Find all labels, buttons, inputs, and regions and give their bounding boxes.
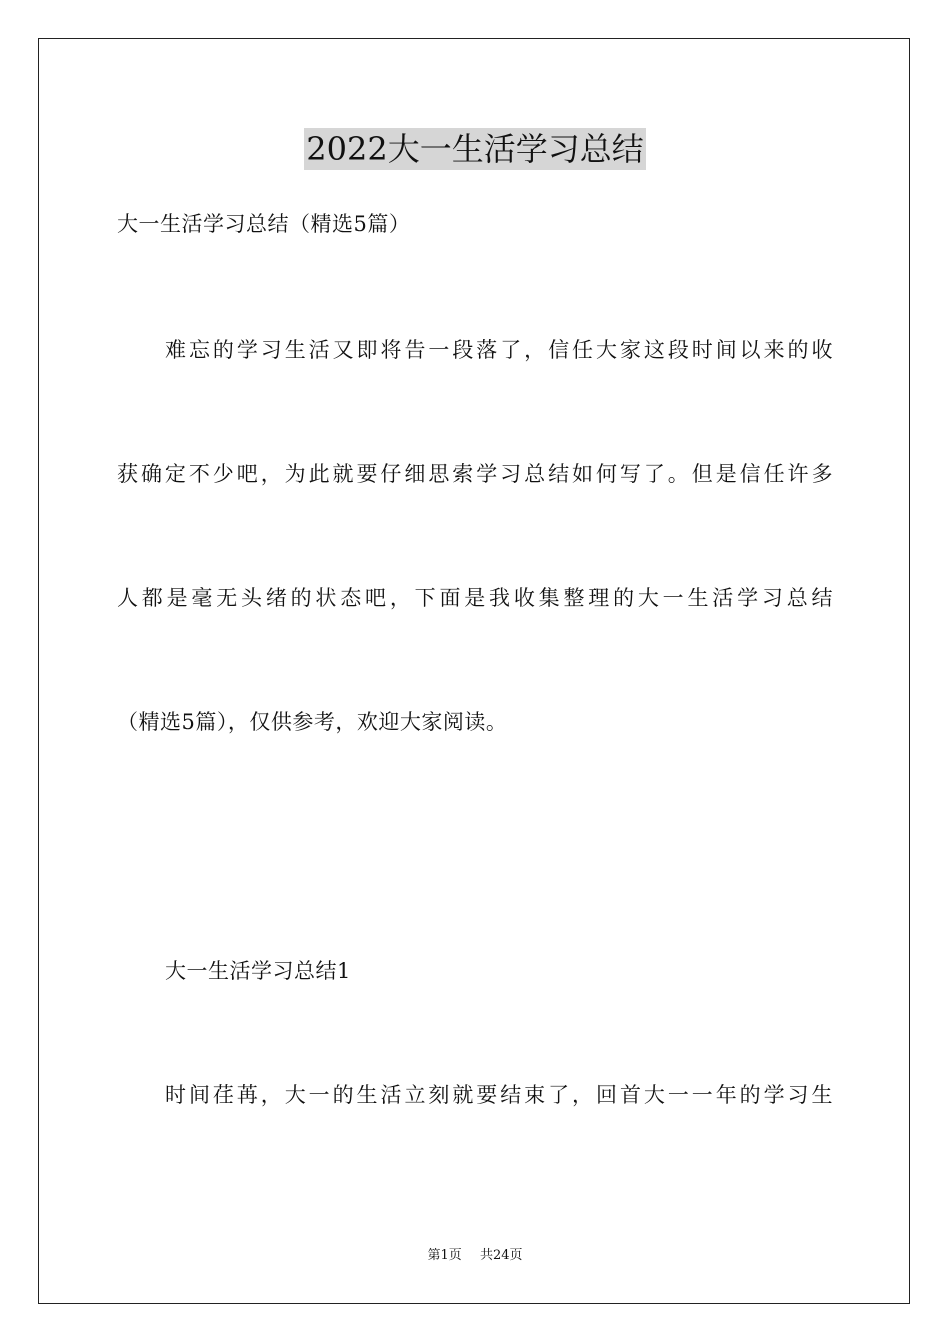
section-heading: 大一生活学习总结1 — [165, 959, 351, 983]
intro-line-4: （精选5篇），仅供参考，欢迎大家阅读。 — [117, 710, 508, 734]
intro-line-3: 人都是毫无头绪的状态吧，下面是我收集整理的大一生活学习总结 — [117, 586, 833, 610]
intro-line-2: 获确定不少吧，为此就要仔细思索学习总结如何写了。但是信任许多 — [117, 462, 833, 486]
page-number: 第1页 — [427, 1248, 462, 1263]
document-subtitle: 大一生活学习总结（精选5篇） — [117, 212, 411, 236]
document-title: 2022大一生活学习总结 — [306, 130, 644, 168]
title-container — [0, 128, 950, 170]
page-footer — [0, 1247, 950, 1265]
section-paragraph-line: 时间荏苒，大一的生活立刻就要结束了，回首大一一年的学习生 — [165, 1083, 833, 1107]
intro-line-1: 难忘的学习生活又即将告一段落了，信任大家这段时间以来的收 — [165, 338, 833, 362]
total-pages: 共24页 — [479, 1248, 523, 1263]
